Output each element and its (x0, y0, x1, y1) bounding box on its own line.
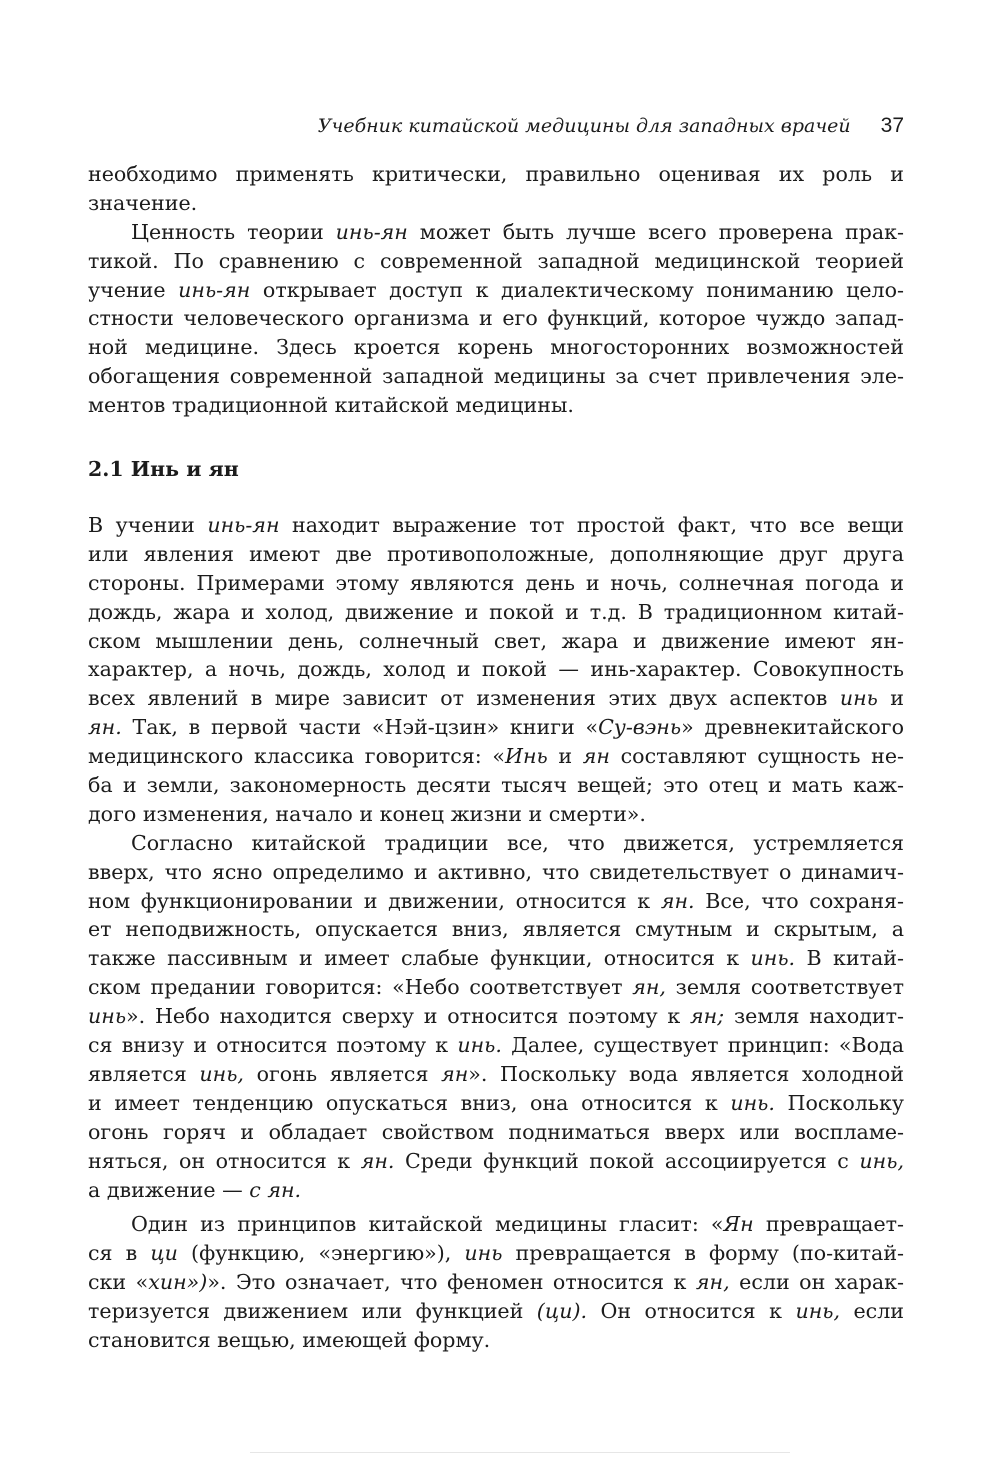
text-line: значение. (88, 190, 198, 215)
paragraph-value-of-theory (88, 218, 904, 420)
running-head (88, 114, 904, 148)
paragraph-intro-continued (88, 160, 904, 218)
paragraph-yin-yang-intro (88, 511, 904, 829)
paragraph-yang-qi-principle (88, 1210, 904, 1354)
text-line: ском предании говорится: «Небо соответствует ян, земля соответствует (88, 975, 904, 1000)
text-line: учение инь-ян открывает доступ к диалектическому пониманию цело- (88, 277, 904, 302)
text-line: становится вещью, имеющей форму. (88, 1327, 491, 1352)
text-line: Ценность теории инь-ян может быть лучше всего проверена прак- (131, 219, 905, 244)
page-bottom-edge (250, 1452, 790, 1453)
text-line: необходимо применять критически, правильно оценивая их роль и (88, 162, 904, 186)
text-line: дого изменения, начало и конец жизни и смерти». (88, 801, 646, 826)
page-number: 37 (880, 114, 904, 137)
text-line: ся в ци (функцию, «энергию»), инь превращается в форму (по-китай- (88, 1241, 904, 1266)
text-line: всех явлений в мире зависит от изменения этих двух аспектов инь и (88, 686, 904, 711)
text-line: дождь, жара и холод, движение и покой и т.д. В традиционном китай- (88, 599, 904, 624)
text-line: стороны. Примерами этому являются день и ночь, солнечная погода и (88, 570, 904, 595)
text-line: ском мышлении день, солнечный свет, жара и движение имеют ян- (88, 628, 904, 653)
section-heading: 2.1 Инь и ян (88, 457, 239, 482)
text-line: теризуется движением или функцией (ци). Он относится к инь, если (88, 1299, 905, 1324)
running-head-title: Учебник китайской медицины для западных врачей (317, 115, 851, 137)
paragraph-chinese-tradition (88, 829, 904, 1205)
text-line: является инь, огонь является ян». Поскольку вода является холодной (88, 1061, 904, 1086)
text-line: инь». Небо находится сверху и относится поэтому к ян; земля находит- (88, 1004, 904, 1029)
book-page (88, 114, 904, 1355)
text-line: ба и земли, закономерность десяти тысяч вещей; это отец и мать каж- (88, 773, 904, 798)
text-line: ментов традиционной китайской медицины. (88, 393, 574, 418)
text-line: медицинского классика говорится: «Инь и ян составляют сущность не- (88, 744, 905, 769)
text-line: ной медицине. Здесь кроется корень многосторонних возможностей (88, 335, 904, 360)
text-line: стности человеческого организма и его функций, которое чуждо запад- (88, 306, 904, 331)
body-text (88, 160, 904, 1355)
text-line: ся внизу и относится поэтому к инь. Далее, существует принцип: «Вода (88, 1033, 904, 1058)
text-line: или явления имеют две противоположные, дополняющие друг друга (88, 541, 904, 566)
text-line: обогащения современной западной медицины за счет привлечения эле- (88, 364, 904, 389)
text-line: и имеет тенденцию опускаться вниз, она относится к инь. Поскольку (88, 1090, 904, 1115)
text-line: тикой. По сравнению с современной западной медицинской теорией (88, 248, 904, 273)
text-line: характер, а ночь, дождь, холод и покой — инь-характер. Совокупность (88, 657, 904, 682)
text-line: огонь горяч и обладает свойством подниматься вверх или воспламе- (88, 1119, 904, 1144)
text-line: няться, он относится к ян. Среди функций покой ассоциируется с инь, (88, 1148, 904, 1173)
text-line: Согласно китайской традиции все, что движется, устремляется (131, 830, 904, 855)
text-line: ян. Так, в первой части «Нэй-цзин» книги «Су-вэнь» древнекитайского (88, 715, 904, 740)
text-line: вверх, что ясно определимо и активно, что свидетельствует о динамич- (88, 859, 904, 884)
text-line: ски «хин»)». Это означает, что феномен относится к ян, если он харак- (88, 1270, 904, 1295)
text-line: ет неподвижность, опускается вниз, является смутным и скрытым, а (88, 917, 904, 942)
text-line: а движение — с ян. (88, 1177, 302, 1202)
text-line: Один из принципов китайской медицины гласит: «Ян превращает- (131, 1212, 904, 1237)
text-line: также пассивным и имеет слабые функции, относится к инь. В китай- (88, 946, 904, 971)
text-line: ном функционировании и движении, относится к ян. Все, что сохраня- (88, 888, 904, 913)
text-line: В учении инь-ян находит выражение тот простой факт, что все вещи (88, 513, 904, 538)
